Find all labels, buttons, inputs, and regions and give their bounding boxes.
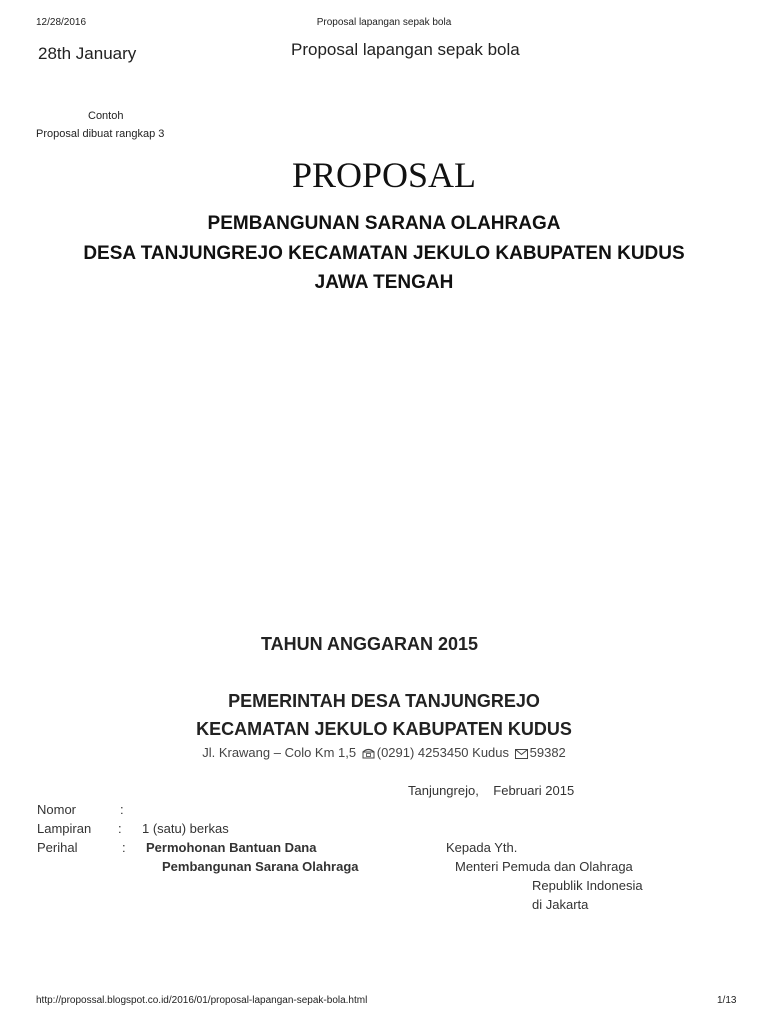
nomor-colon: : — [120, 802, 124, 817]
perihal-colon: : — [122, 840, 126, 855]
print-date: 12/28/2016 — [36, 17, 87, 28]
recipient-line-1: Kepada Yth. — [446, 840, 518, 855]
post-title: Proposal lapangan sepak bola — [291, 40, 520, 59]
recipient-line-2: Menteri Pemuda dan Olahraga — [455, 859, 633, 874]
note-rangkap: Proposal dibuat rangkap 3 — [36, 128, 165, 140]
letterhead-address — [0, 745, 768, 762]
address-phone: (0291) 4253450 Kudus — [376, 745, 510, 760]
place-date: Tanjungrejo, Februari 2015 — [408, 783, 575, 798]
perihal-line-1: Permohonan Bantuan Dana — [146, 840, 317, 855]
footer-url[interactable]: http://propossal.blogspot.co.id/2016/01/proposal-lapangan-sepak-bola.html — [36, 995, 368, 1006]
lampiran-colon: : — [118, 821, 122, 836]
letterhead-line-1: PEMERINTAH DESA TANJUNGREJO — [228, 691, 540, 711]
address-postal: 59382 — [529, 745, 566, 760]
note-contoh: Contoh — [88, 110, 124, 122]
nomor-label: Nomor — [37, 802, 77, 817]
envelope-icon — [515, 747, 528, 762]
lampiran-label: Lampiran — [37, 821, 92, 836]
perihal-label: Perihal — [37, 840, 78, 855]
cover-subtitle-1: PEMBANGUNAN SARANA OLAHRAGA — [207, 213, 561, 234]
letterhead-line-2: KECAMATAN JEKULO KABUPATEN KUDUS — [196, 719, 572, 739]
cover-subtitle-3: JAWA TENGAH — [314, 272, 454, 293]
telephone-icon — [362, 747, 375, 762]
post-date: 28th January — [38, 44, 137, 63]
lampiran-value: 1 (satu) berkas — [142, 821, 229, 836]
recipient-line-3: Republik Indonesia — [532, 878, 643, 893]
print-title: Proposal lapangan sepak bola — [316, 17, 452, 28]
budget-year: TAHUN ANGGARAN 2015 — [261, 634, 479, 654]
recipient-line-4: di Jakarta — [532, 897, 589, 912]
cover-title: PROPOSAL — [291, 155, 477, 195]
footer-page-number: 1/13 — [717, 995, 737, 1006]
cover-subtitle-2: DESA TANJUNGREJO KECAMATAN JEKULO KABUPATEN KUDUS — [83, 243, 685, 264]
address-street: Jl. Krawang – Colo Km 1,5 — [202, 745, 357, 760]
perihal-line-2: Pembangunan Sarana Olahraga — [162, 859, 359, 874]
